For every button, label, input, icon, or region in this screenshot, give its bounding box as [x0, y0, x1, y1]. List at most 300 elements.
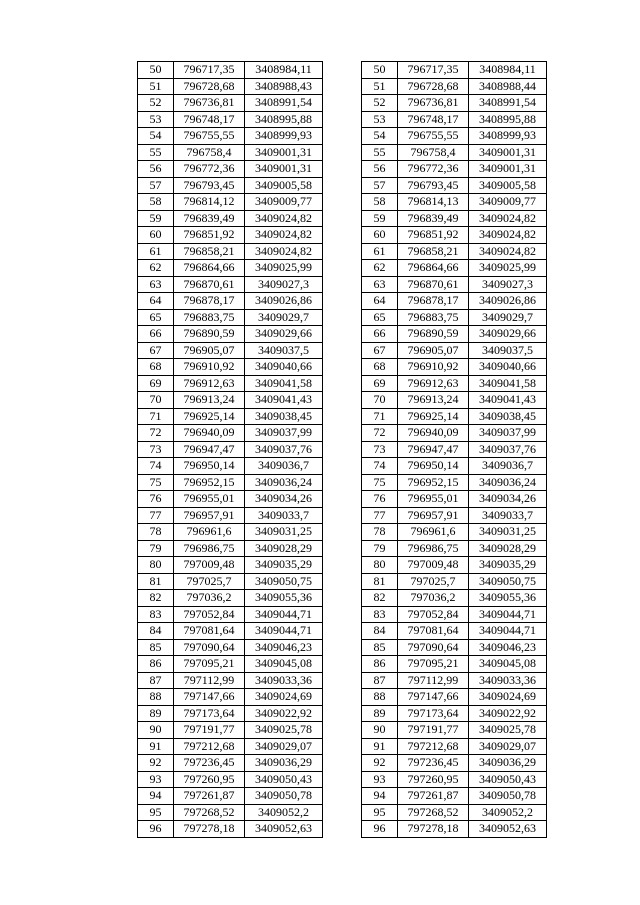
table-row: [138, 590, 323, 607]
table-row: [362, 408, 547, 425]
table-row: [138, 441, 323, 458]
x-coordinate-cell: 796912,63: [174, 375, 245, 392]
x-coordinate-cell: 796947,47: [174, 441, 245, 458]
table-row: [362, 590, 547, 607]
point-number-cell: 95: [138, 804, 174, 821]
table-row: [362, 359, 547, 376]
point-number-cell: 76: [138, 491, 174, 508]
y-coordinate-cell: 3409046,23: [245, 639, 323, 656]
x-coordinate-cell: 797261,87: [398, 788, 469, 805]
x-coordinate-cell: 797260,95: [398, 771, 469, 788]
x-coordinate-cell: 796758,4: [174, 144, 245, 161]
table-row: [138, 771, 323, 788]
x-coordinate-cell: 796839,49: [398, 210, 469, 227]
table-row: [362, 276, 547, 293]
table-row: [138, 62, 323, 79]
table-row: [138, 804, 323, 821]
y-coordinate-cell: 3409029,7: [469, 309, 547, 326]
point-number-cell: 54: [362, 128, 398, 145]
x-coordinate-cell: 797236,45: [174, 755, 245, 772]
x-coordinate-cell: 796986,75: [174, 540, 245, 557]
y-coordinate-cell: 3409025,99: [245, 260, 323, 277]
y-coordinate-cell: 3409037,5: [245, 342, 323, 359]
table-row: [138, 194, 323, 211]
point-number-cell: 85: [138, 639, 174, 656]
point-number-cell: 73: [362, 441, 398, 458]
x-coordinate-cell: 796952,15: [398, 474, 469, 491]
x-coordinate-cell: 796858,21: [174, 243, 245, 260]
table-row: [138, 821, 323, 838]
y-coordinate-cell: 3409041,58: [245, 375, 323, 392]
x-coordinate-cell: 796925,14: [174, 408, 245, 425]
point-number-cell: 81: [138, 573, 174, 590]
point-number-cell: 93: [138, 771, 174, 788]
table-row: [362, 507, 547, 524]
y-coordinate-cell: 3409045,08: [469, 656, 547, 673]
x-coordinate-cell: 796940,09: [398, 425, 469, 442]
y-coordinate-cell: 3409026,86: [469, 293, 547, 310]
point-number-cell: 94: [138, 788, 174, 805]
table-row: [362, 705, 547, 722]
point-number-cell: 87: [138, 672, 174, 689]
table-row: [362, 293, 547, 310]
table-row: [362, 243, 547, 260]
point-number-cell: 53: [362, 111, 398, 128]
x-coordinate-cell: 797191,77: [398, 722, 469, 739]
table-row: [362, 606, 547, 623]
point-number-cell: 60: [138, 227, 174, 244]
x-coordinate-cell: 797261,87: [174, 788, 245, 805]
y-coordinate-cell: 3409025,78: [245, 722, 323, 739]
point-number-cell: 51: [362, 78, 398, 95]
point-number-cell: 89: [138, 705, 174, 722]
point-number-cell: 75: [362, 474, 398, 491]
point-number-cell: 74: [362, 458, 398, 475]
x-coordinate-cell: 796736,81: [398, 95, 469, 112]
x-coordinate-cell: 796864,66: [174, 260, 245, 277]
table-row: [138, 359, 323, 376]
table-row: [362, 342, 547, 359]
y-coordinate-cell: 3409024,82: [245, 243, 323, 260]
point-number-cell: 77: [138, 507, 174, 524]
x-coordinate-cell: 796905,07: [398, 342, 469, 359]
point-number-cell: 52: [362, 95, 398, 112]
y-coordinate-cell: 3409028,29: [245, 540, 323, 557]
point-number-cell: 50: [138, 62, 174, 79]
x-coordinate-cell: 796755,55: [398, 128, 469, 145]
point-number-cell: 62: [362, 260, 398, 277]
table-row: [362, 177, 547, 194]
x-coordinate-cell: 797090,64: [398, 639, 469, 656]
x-coordinate-cell: 796961,6: [174, 524, 245, 541]
table-row: [362, 623, 547, 640]
table-left-body: [138, 62, 323, 838]
y-coordinate-cell: 3409038,45: [245, 408, 323, 425]
x-coordinate-cell: 796961,6: [398, 524, 469, 541]
point-number-cell: 65: [138, 309, 174, 326]
y-coordinate-cell: 3409036,7: [245, 458, 323, 475]
point-number-cell: 66: [138, 326, 174, 343]
y-coordinate-cell: 3409001,31: [469, 161, 547, 178]
table-row: [138, 326, 323, 343]
point-number-cell: 84: [138, 623, 174, 640]
point-number-cell: 50: [362, 62, 398, 79]
table-row: [362, 441, 547, 458]
table-row: [138, 705, 323, 722]
x-coordinate-cell: 797025,7: [398, 573, 469, 590]
coordinates-table-left: [137, 61, 323, 838]
point-number-cell: 80: [362, 557, 398, 574]
y-coordinate-cell: 3408999,93: [245, 128, 323, 145]
y-coordinate-cell: 3409022,92: [469, 705, 547, 722]
table-row: [362, 524, 547, 541]
y-coordinate-cell: 3409044,71: [469, 606, 547, 623]
table-row: [138, 507, 323, 524]
table-row: [138, 375, 323, 392]
x-coordinate-cell: 797236,45: [398, 755, 469, 772]
point-number-cell: 91: [362, 738, 398, 755]
x-coordinate-cell: 797147,66: [174, 689, 245, 706]
point-number-cell: 62: [138, 260, 174, 277]
table-row: [138, 474, 323, 491]
point-number-cell: 92: [138, 755, 174, 772]
y-coordinate-cell: 3409038,45: [469, 408, 547, 425]
table-row: [138, 606, 323, 623]
point-number-cell: 83: [138, 606, 174, 623]
y-coordinate-cell: 3409037,5: [469, 342, 547, 359]
table-row: [138, 755, 323, 772]
table-row: [138, 227, 323, 244]
y-coordinate-cell: 3409052,2: [245, 804, 323, 821]
point-number-cell: 79: [138, 540, 174, 557]
table-row: [362, 309, 547, 326]
point-number-cell: 92: [362, 755, 398, 772]
table-row: [138, 342, 323, 359]
x-coordinate-cell: 796839,49: [174, 210, 245, 227]
table-row: [138, 672, 323, 689]
point-number-cell: 87: [362, 672, 398, 689]
point-number-cell: 91: [138, 738, 174, 755]
y-coordinate-cell: 3409050,75: [469, 573, 547, 590]
point-number-cell: 52: [138, 95, 174, 112]
table-row: [362, 557, 547, 574]
y-coordinate-cell: 3409025,99: [469, 260, 547, 277]
point-number-cell: 58: [138, 194, 174, 211]
point-number-cell: 74: [138, 458, 174, 475]
point-number-cell: 86: [362, 656, 398, 673]
point-number-cell: 94: [362, 788, 398, 805]
y-coordinate-cell: 3409036,24: [245, 474, 323, 491]
point-number-cell: 82: [138, 590, 174, 607]
x-coordinate-cell: 797009,48: [398, 557, 469, 574]
table-row: [362, 144, 547, 161]
table-row: [362, 474, 547, 491]
x-coordinate-cell: 796851,92: [174, 227, 245, 244]
point-number-cell: 86: [138, 656, 174, 673]
table-row: [138, 260, 323, 277]
point-number-cell: 65: [362, 309, 398, 326]
x-coordinate-cell: 796950,14: [174, 458, 245, 475]
y-coordinate-cell: 3409027,3: [245, 276, 323, 293]
y-coordinate-cell: 3408991,54: [245, 95, 323, 112]
x-coordinate-cell: 796772,36: [174, 161, 245, 178]
y-coordinate-cell: 3409033,7: [245, 507, 323, 524]
y-coordinate-cell: 3408988,43: [245, 78, 323, 95]
point-number-cell: 70: [362, 392, 398, 409]
point-number-cell: 66: [362, 326, 398, 343]
table-row: [138, 573, 323, 590]
x-coordinate-cell: 796870,61: [398, 276, 469, 293]
x-coordinate-cell: 796878,17: [398, 293, 469, 310]
x-coordinate-cell: 797278,18: [174, 821, 245, 838]
table-row: [362, 738, 547, 755]
table-row: [362, 656, 547, 673]
y-coordinate-cell: 3409009,77: [245, 194, 323, 211]
table-row: [362, 227, 547, 244]
point-number-cell: 88: [138, 689, 174, 706]
table-row: [138, 408, 323, 425]
y-coordinate-cell: 3409031,25: [469, 524, 547, 541]
y-coordinate-cell: 3409035,29: [469, 557, 547, 574]
table-row: [138, 128, 323, 145]
point-number-cell: 80: [138, 557, 174, 574]
table-row: [138, 722, 323, 739]
y-coordinate-cell: 3409024,82: [245, 227, 323, 244]
y-coordinate-cell: 3409033,7: [469, 507, 547, 524]
y-coordinate-cell: 3409033,36: [469, 672, 547, 689]
table-row: [362, 111, 547, 128]
x-coordinate-cell: 797212,68: [174, 738, 245, 755]
y-coordinate-cell: 3409029,07: [469, 738, 547, 755]
y-coordinate-cell: 3409044,71: [245, 623, 323, 640]
y-coordinate-cell: 3409041,43: [245, 392, 323, 409]
point-number-cell: 70: [138, 392, 174, 409]
point-number-cell: 79: [362, 540, 398, 557]
table-row: [362, 540, 547, 557]
y-coordinate-cell: 3409026,86: [245, 293, 323, 310]
point-number-cell: 85: [362, 639, 398, 656]
x-coordinate-cell: 796940,09: [174, 425, 245, 442]
table-row: [138, 78, 323, 95]
y-coordinate-cell: 3409036,24: [469, 474, 547, 491]
y-coordinate-cell: 3409050,78: [245, 788, 323, 805]
y-coordinate-cell: 3409029,66: [245, 326, 323, 343]
x-coordinate-cell: 796910,92: [398, 359, 469, 376]
x-coordinate-cell: 796870,61: [174, 276, 245, 293]
y-coordinate-cell: 3409035,29: [245, 557, 323, 574]
point-number-cell: 72: [362, 425, 398, 442]
coordinates-table-right: [361, 61, 547, 838]
x-coordinate-cell: 797095,21: [174, 656, 245, 673]
point-number-cell: 51: [138, 78, 174, 95]
y-coordinate-cell: 3409033,36: [245, 672, 323, 689]
y-coordinate-cell: 3408984,11: [469, 62, 547, 79]
table-row: [362, 573, 547, 590]
x-coordinate-cell: 796748,17: [398, 111, 469, 128]
point-number-cell: 56: [362, 161, 398, 178]
point-number-cell: 96: [362, 821, 398, 838]
table-row: [362, 755, 547, 772]
table-row: [138, 788, 323, 805]
table-right-body: [362, 62, 547, 838]
table-row: [138, 111, 323, 128]
table-row: [138, 95, 323, 112]
table-row: [362, 821, 547, 838]
table-row: [138, 210, 323, 227]
y-coordinate-cell: 3408988,44: [469, 78, 547, 95]
x-coordinate-cell: 796905,07: [174, 342, 245, 359]
table-row: [138, 540, 323, 557]
x-coordinate-cell: 797268,52: [174, 804, 245, 821]
x-coordinate-cell: 796883,75: [398, 309, 469, 326]
y-coordinate-cell: 3409044,71: [469, 623, 547, 640]
point-number-cell: 71: [138, 408, 174, 425]
table-row: [362, 128, 547, 145]
point-number-cell: 84: [362, 623, 398, 640]
y-coordinate-cell: 3409045,08: [245, 656, 323, 673]
y-coordinate-cell: 3409037,99: [469, 425, 547, 442]
y-coordinate-cell: 3409050,43: [245, 771, 323, 788]
table-row: [362, 425, 547, 442]
x-coordinate-cell: 797212,68: [398, 738, 469, 755]
table-row: [138, 557, 323, 574]
y-coordinate-cell: 3409050,75: [245, 573, 323, 590]
point-number-cell: 89: [362, 705, 398, 722]
point-number-cell: 57: [138, 177, 174, 194]
x-coordinate-cell: 796883,75: [174, 309, 245, 326]
y-coordinate-cell: 3409055,36: [469, 590, 547, 607]
point-number-cell: 59: [138, 210, 174, 227]
y-coordinate-cell: 3409044,71: [245, 606, 323, 623]
x-coordinate-cell: 796947,47: [398, 441, 469, 458]
x-coordinate-cell: 797081,64: [398, 623, 469, 640]
point-number-cell: 64: [362, 293, 398, 310]
x-coordinate-cell: 796728,68: [398, 78, 469, 95]
x-coordinate-cell: 796748,17: [174, 111, 245, 128]
y-coordinate-cell: 3409036,29: [469, 755, 547, 772]
point-number-cell: 54: [138, 128, 174, 145]
point-number-cell: 61: [138, 243, 174, 260]
y-coordinate-cell: 3409052,63: [245, 821, 323, 838]
y-coordinate-cell: 3409001,31: [469, 144, 547, 161]
point-number-cell: 82: [362, 590, 398, 607]
point-number-cell: 93: [362, 771, 398, 788]
point-number-cell: 67: [362, 342, 398, 359]
y-coordinate-cell: 3409024,82: [469, 210, 547, 227]
y-coordinate-cell: 3408991,54: [469, 95, 547, 112]
x-coordinate-cell: 797090,64: [174, 639, 245, 656]
x-coordinate-cell: 797081,64: [174, 623, 245, 640]
table-row: [138, 458, 323, 475]
x-coordinate-cell: 797112,99: [398, 672, 469, 689]
table-row: [362, 78, 547, 95]
y-coordinate-cell: 3409024,69: [245, 689, 323, 706]
y-coordinate-cell: 3409040,66: [245, 359, 323, 376]
table-row: [362, 194, 547, 211]
y-coordinate-cell: 3409050,78: [469, 788, 547, 805]
table-row: [362, 771, 547, 788]
y-coordinate-cell: 3409029,7: [245, 309, 323, 326]
y-coordinate-cell: 3409055,36: [245, 590, 323, 607]
x-coordinate-cell: 797260,95: [174, 771, 245, 788]
table-row: [138, 276, 323, 293]
table-row: [138, 392, 323, 409]
y-coordinate-cell: 3409036,7: [469, 458, 547, 475]
y-coordinate-cell: 3409034,26: [245, 491, 323, 508]
x-coordinate-cell: 797147,66: [398, 689, 469, 706]
table-row: [362, 639, 547, 656]
y-coordinate-cell: 3409029,07: [245, 738, 323, 755]
point-number-cell: 78: [362, 524, 398, 541]
x-coordinate-cell: 796736,81: [174, 95, 245, 112]
table-row: [362, 161, 547, 178]
table-row: [138, 309, 323, 326]
point-number-cell: 90: [138, 722, 174, 739]
x-coordinate-cell: 797191,77: [174, 722, 245, 739]
point-number-cell: 95: [362, 804, 398, 821]
y-coordinate-cell: 3409022,92: [245, 705, 323, 722]
table-row: [138, 524, 323, 541]
y-coordinate-cell: 3409024,82: [469, 227, 547, 244]
point-number-cell: 75: [138, 474, 174, 491]
y-coordinate-cell: 3409031,25: [245, 524, 323, 541]
x-coordinate-cell: 797025,7: [174, 573, 245, 590]
y-coordinate-cell: 3409025,78: [469, 722, 547, 739]
x-coordinate-cell: 796913,24: [174, 392, 245, 409]
table-row: [138, 491, 323, 508]
x-coordinate-cell: 796814,12: [174, 194, 245, 211]
point-number-cell: 58: [362, 194, 398, 211]
table-row: [362, 375, 547, 392]
y-coordinate-cell: 3408984,11: [245, 62, 323, 79]
table-row: [138, 738, 323, 755]
point-number-cell: 64: [138, 293, 174, 310]
x-coordinate-cell: 797268,52: [398, 804, 469, 821]
table-row: [362, 458, 547, 475]
table-row: [138, 623, 323, 640]
y-coordinate-cell: 3409036,29: [245, 755, 323, 772]
x-coordinate-cell: 797036,2: [174, 590, 245, 607]
x-coordinate-cell: 797036,2: [398, 590, 469, 607]
point-number-cell: 59: [362, 210, 398, 227]
x-coordinate-cell: 796814,13: [398, 194, 469, 211]
x-coordinate-cell: 796772,36: [398, 161, 469, 178]
x-coordinate-cell: 797009,48: [174, 557, 245, 574]
point-number-cell: 88: [362, 689, 398, 706]
point-number-cell: 68: [138, 359, 174, 376]
x-coordinate-cell: 797095,21: [398, 656, 469, 673]
x-coordinate-cell: 796957,91: [174, 507, 245, 524]
point-number-cell: 55: [138, 144, 174, 161]
point-number-cell: 81: [362, 573, 398, 590]
y-coordinate-cell: 3409041,58: [469, 375, 547, 392]
point-number-cell: 57: [362, 177, 398, 194]
y-coordinate-cell: 3409052,63: [469, 821, 547, 838]
point-number-cell: 60: [362, 227, 398, 244]
point-number-cell: 55: [362, 144, 398, 161]
x-coordinate-cell: 796986,75: [398, 540, 469, 557]
table-row: [362, 260, 547, 277]
point-number-cell: 71: [362, 408, 398, 425]
x-coordinate-cell: 796890,59: [174, 326, 245, 343]
table-row: [362, 689, 547, 706]
table-row: [138, 425, 323, 442]
y-coordinate-cell: 3409024,82: [245, 210, 323, 227]
x-coordinate-cell: 796913,24: [398, 392, 469, 409]
point-number-cell: 78: [138, 524, 174, 541]
x-coordinate-cell: 796912,63: [398, 375, 469, 392]
x-coordinate-cell: 796858,21: [398, 243, 469, 260]
